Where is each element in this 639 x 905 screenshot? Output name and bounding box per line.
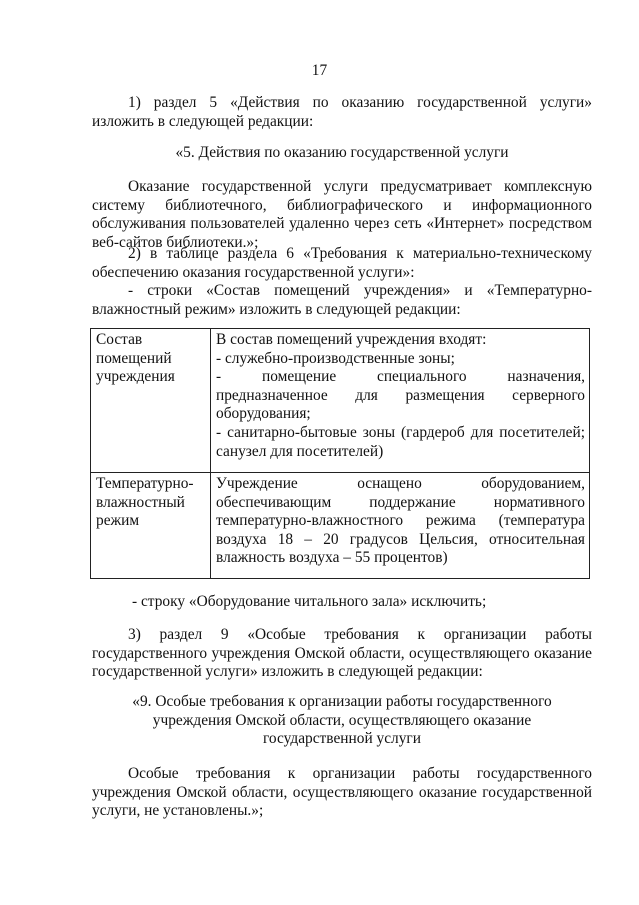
paragraph-item-2: 2) в таблице раздела 6 «Требования к материально-техническому обеспечению оказания государственной услуги»: — [92, 245, 592, 281]
paragraph-item-1: 1) раздел 5 «Действия по оказанию государственной услуги» изложить в следующей редакции: — [92, 94, 592, 130]
requirements-table — [90, 328, 590, 579]
section-5-body: Оказание государственной услуги предусматривает комплексную систему библиотечного, библиографического и информационного обслуживания пользователей удаленно через сеть «Интернет» посредством веб-сайтов библиотеки.»; — [92, 178, 592, 251]
cell-label-line: режим — [96, 512, 140, 530]
table-row — [91, 473, 590, 579]
cell-content-line: - служебно-производственные зоны; — [216, 349, 455, 367]
cell-label-line: Состав — [96, 331, 143, 348]
cell-content-line: - помещение специального назначения, предназначенное для размещения серверного оборудования; — [216, 368, 585, 423]
cell-label-line: Температурно- — [96, 475, 194, 492]
cell-content-line: В состав помещений учреждения входят: — [216, 331, 487, 348]
table-cell-content — [211, 329, 590, 473]
paragraph-rows-replace: - строки «Состав помещений учреждения» и «Температурно-влажностный режим» изложить в следующей редакции: — [92, 282, 592, 318]
page-number: 17 — [311, 62, 328, 79]
section-5-heading: «5. Действия по оказанию государственной услуги — [175, 144, 509, 161]
paragraph-exclude-row: - строку «Оборудование читального зала» исключить; — [132, 593, 487, 610]
section-9-body: Особые требования к организации работы государственного учреждения Омской области, осуществляющего оказание государственной услуги, не установлены.»; — [92, 765, 592, 820]
cell-content-line: - санитарно-бытовые зоны (гардероб для посетителей; санузел для посетителей) — [216, 423, 585, 460]
section-9-heading-line: государственной услуги — [263, 730, 421, 748]
table-cell-content: Учреждение оснащено оборудованием, обеспечивающим поддержание нормативного температурно-влажностного режима (температура воздуха 18 – 20 градусов Цельсия, относительная влажность воздуха – 55 процентов) — [211, 473, 590, 579]
paragraph-item-3: 3) раздел 9 «Особые требования к организации работы государственного учреждения Омской области, осуществляющего оказание государственной услуги» изложить в следующей редакции: — [92, 626, 592, 681]
section-9-heading-line: «9. Особые требования к организации работы государственного — [132, 693, 552, 710]
section-9-heading — [92, 693, 592, 749]
cell-label-line: помещений — [96, 349, 172, 367]
table-cell-label — [91, 473, 211, 579]
cell-label-line: учреждения — [96, 368, 175, 386]
section-9-heading-line: учреждения Омской области, осуществляющего оказание — [152, 711, 532, 729]
cell-label-line: влажностный — [96, 493, 185, 511]
table-cell-label — [91, 329, 211, 473]
table-row — [91, 329, 590, 473]
